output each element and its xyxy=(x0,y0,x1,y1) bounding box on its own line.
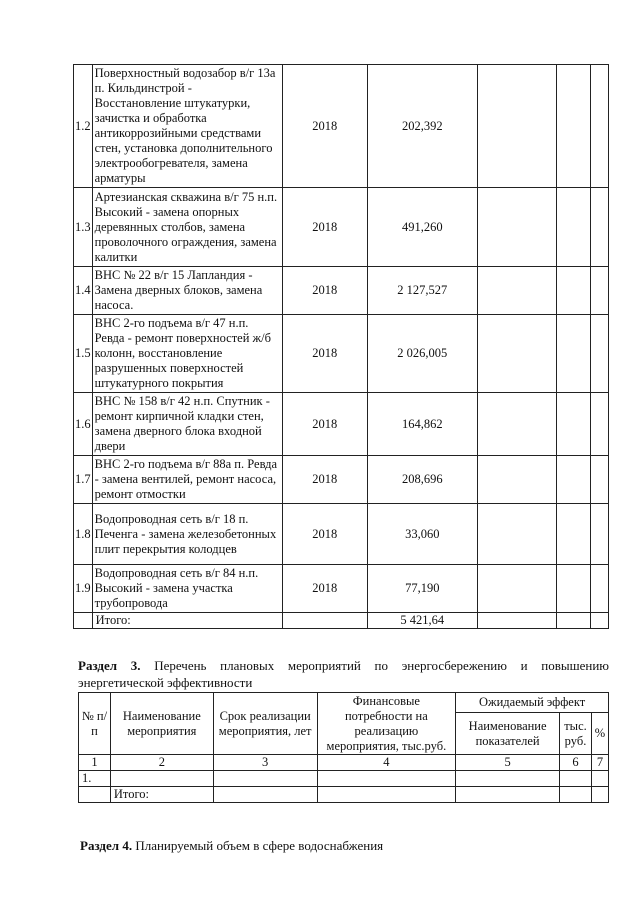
header-thousand-rub: тыс. руб. xyxy=(560,713,592,755)
empty-cell xyxy=(591,565,609,613)
col-number: 3 xyxy=(213,755,317,771)
empty-cell xyxy=(591,787,608,803)
empty-cell xyxy=(560,787,592,803)
row-number: 1.5 xyxy=(74,315,93,393)
empty-cell xyxy=(478,565,557,613)
header-name: Наименование мероприятия xyxy=(110,693,213,755)
row-number: 1.6 xyxy=(74,393,93,456)
empty-cell xyxy=(557,565,591,613)
empty-cell xyxy=(317,771,456,787)
row-number: 1.8 xyxy=(74,504,93,565)
work-name: ВНС 2-го подъема в/г 88а п. Ревда - замена вентилей, ремонт насоса, ремонт отмостки xyxy=(92,456,282,504)
row-number: 1.7 xyxy=(74,456,93,504)
empty-cell xyxy=(560,771,592,787)
work-year: 2018 xyxy=(283,456,368,504)
empty-cell xyxy=(79,787,111,803)
col-number: 4 xyxy=(317,755,456,771)
empty-cell xyxy=(591,771,608,787)
empty-cell xyxy=(557,188,591,267)
work-sum: 208,696 xyxy=(367,456,477,504)
total-row xyxy=(74,613,609,629)
section-3-title: Перечень плановых мероприятий по энергосбережению и повышению энергетической эффективности xyxy=(78,658,609,690)
col-number: 6 xyxy=(560,755,592,771)
empty-cell xyxy=(317,787,456,803)
table-row xyxy=(74,315,609,393)
empty-cell xyxy=(591,267,609,315)
work-year: 2018 xyxy=(283,504,368,565)
works-table xyxy=(73,64,609,629)
empty-cell xyxy=(591,393,609,456)
empty-cell xyxy=(478,393,557,456)
empty-cell xyxy=(213,787,317,803)
work-name: ВНС № 158 в/г 42 н.п. Спутник - ремонт кирпичной кладки стен, замена дверного блока входной двери xyxy=(92,393,282,456)
header-finance: Финансовые потребности на реализацию мероприятия, тыс.руб. xyxy=(317,693,456,755)
table-row xyxy=(74,65,609,188)
work-name: ВНС № 22 в/г 15 Лапландия - Замена дверных блоков, замена насоса. xyxy=(92,267,282,315)
col-number: 7 xyxy=(591,755,608,771)
energy-measures-table xyxy=(78,692,609,803)
section-4-number: Раздел 4. xyxy=(80,838,133,853)
section-4-title: Планируемый объем в сфере водоснабжения xyxy=(135,838,384,853)
empty-cell xyxy=(110,771,213,787)
empty-cell xyxy=(456,787,560,803)
work-year: 2018 xyxy=(283,65,368,188)
section-4-heading xyxy=(80,838,383,854)
empty-cell xyxy=(478,188,557,267)
work-sum: 164,862 xyxy=(367,393,477,456)
empty-cell xyxy=(478,267,557,315)
header-num: № п/п xyxy=(79,693,111,755)
empty-cell xyxy=(478,315,557,393)
empty-cell xyxy=(283,613,368,629)
work-sum: 33,060 xyxy=(367,504,477,565)
empty-cell xyxy=(478,65,557,188)
empty-cell xyxy=(478,456,557,504)
empty-cell xyxy=(557,613,591,629)
empty-cell xyxy=(557,65,591,188)
work-name: Артезианская скважина в/г 75 н.п. Высокий - замена опорных деревянных столбов, замена проволочного ограждения, замена калитки xyxy=(92,188,282,267)
work-name: Водопроводная сеть в/г 84 н.п. Высокий - замена участка трубопровода xyxy=(92,565,282,613)
work-sum: 2 127,527 xyxy=(367,267,477,315)
work-year: 2018 xyxy=(283,315,368,393)
total-row xyxy=(79,787,609,803)
table-row xyxy=(74,188,609,267)
table-row xyxy=(74,565,609,613)
table-row xyxy=(79,771,609,787)
empty-cell xyxy=(591,65,609,188)
empty-cell xyxy=(557,504,591,565)
work-name: Водопроводная сеть в/г 18 п. Печенга - замена железобетонных плит перекрытия колодцев xyxy=(92,504,282,565)
work-year: 2018 xyxy=(283,267,368,315)
work-year: 2018 xyxy=(283,188,368,267)
header-effect: Ожидаемый эффект xyxy=(456,693,609,713)
empty-cell xyxy=(557,393,591,456)
empty-cell xyxy=(591,456,609,504)
total-sum: 5 421,64 xyxy=(367,613,477,629)
col-number: 5 xyxy=(456,755,560,771)
empty-cell xyxy=(213,771,317,787)
empty-cell xyxy=(557,267,591,315)
work-sum: 491,260 xyxy=(367,188,477,267)
col-number: 1 xyxy=(79,755,111,771)
table-row xyxy=(74,504,609,565)
empty-cell xyxy=(557,456,591,504)
row-number: 1.2 xyxy=(74,65,93,188)
table-row xyxy=(74,456,609,504)
empty-cell xyxy=(74,613,93,629)
col-number: 2 xyxy=(110,755,213,771)
header-term: Срок реализации мероприятия, лет xyxy=(213,693,317,755)
row-number: 1.4 xyxy=(74,267,93,315)
row-number: 1.9 xyxy=(74,565,93,613)
work-name: ВНС 2-го подъема в/г 47 н.п. Ревда - ремонт поверхностей ж/б колонн, восстановление разрушенных поверхностей штукатурного покрытия xyxy=(92,315,282,393)
work-sum: 77,190 xyxy=(367,565,477,613)
header-percent: % xyxy=(591,713,608,755)
table-row xyxy=(74,267,609,315)
empty-cell xyxy=(478,613,557,629)
empty-cell xyxy=(557,315,591,393)
empty-cell xyxy=(456,771,560,787)
row-number: 1.3 xyxy=(74,188,93,267)
work-name: Поверхностный водозабор в/г 13а п. Кильдинстрой - Восстановление штукатурки, зачистка и обработка антикоррозийными средствами стен, установка дополнительного электрообогревателя, замена арматуры xyxy=(92,65,282,188)
empty-cell xyxy=(591,504,609,565)
work-year: 2018 xyxy=(283,393,368,456)
work-year: 2018 xyxy=(283,565,368,613)
table-row xyxy=(74,393,609,456)
total-label: Итого: xyxy=(92,613,282,629)
row-number: 1. xyxy=(79,771,111,787)
work-sum: 2 026,005 xyxy=(367,315,477,393)
section-3-number: Раздел 3. xyxy=(78,658,141,673)
total-label: Итого: xyxy=(110,787,213,803)
column-numbers-row xyxy=(79,755,609,771)
empty-cell xyxy=(591,613,609,629)
work-sum: 202,392 xyxy=(367,65,477,188)
section-3-heading xyxy=(78,657,609,691)
empty-cell xyxy=(478,504,557,565)
empty-cell xyxy=(591,188,609,267)
header-indicators: Наименование показателей xyxy=(456,713,560,755)
empty-cell xyxy=(591,315,609,393)
